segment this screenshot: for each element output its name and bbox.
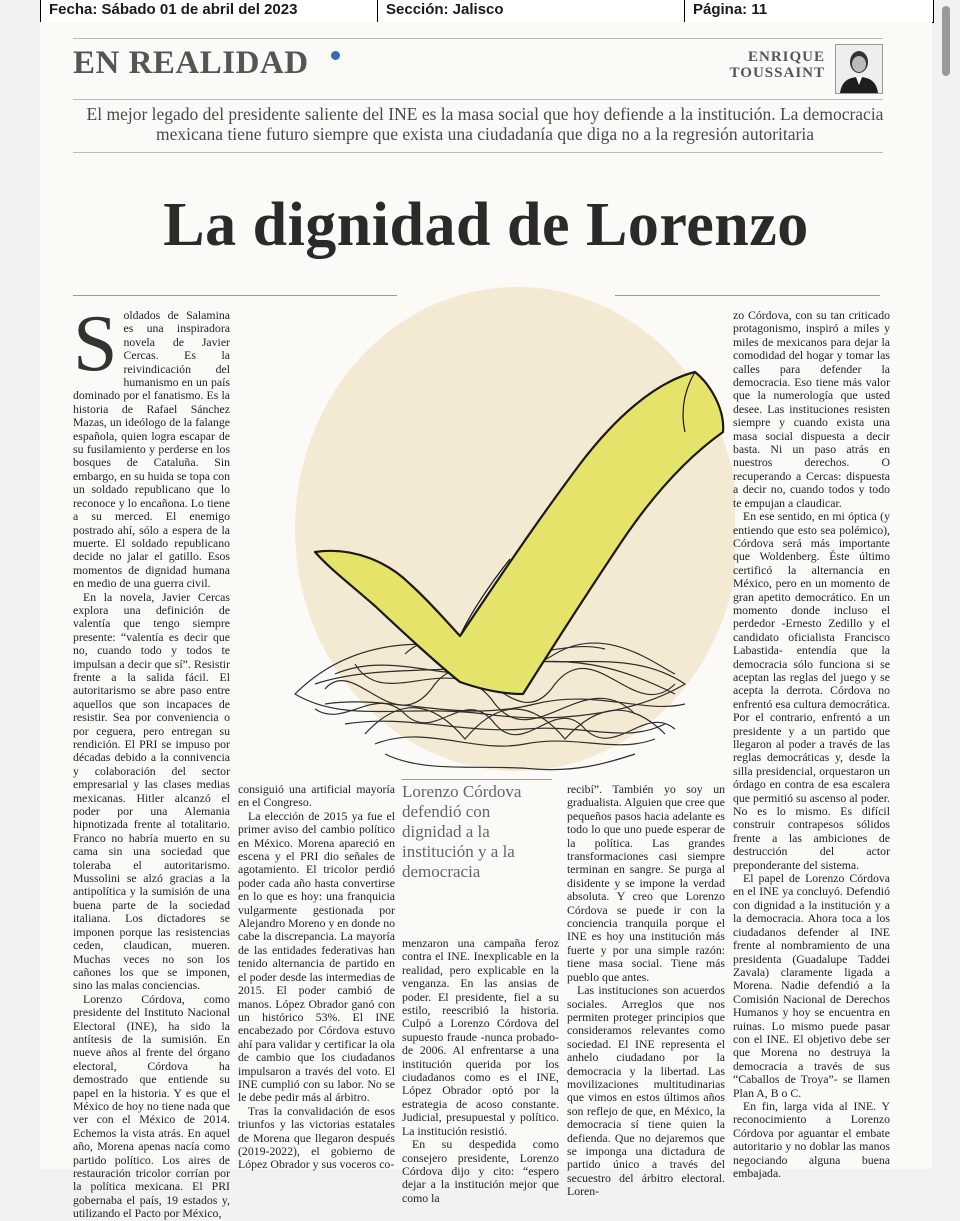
author-portrait-icon xyxy=(836,45,882,93)
pull-quote: Lorenzo Córdova defendió con dignidad a la institución y a la democracia xyxy=(402,782,522,881)
article-column-1 xyxy=(73,300,230,1221)
author-first-name: ENRIQUE xyxy=(747,49,825,65)
paragraph: En la novela, Javier Cercas explora una definición de valentía que tengo siempre presente: “valentía es decir que no, cuando todo y todos te impulsan a decir que sí”. Resistir frente a la salida fácil. El autoritarismo se abre paso entre aquellos que son incapaces de resistir. Sea por conveniencia o por ceguera, pero entregan su rendición. El PRI se impuso por décadas debido a la connivencia y colaboración del sector empresarial y las clases medias mexicanas. Hitler alcanzó el poder por una Alemania hipnotizada frente al totalitario. Franco no habría muerto en su cama sin una sociedad que toleraba el autoritarismo. Mussolini se alzó gracias a la antipolítica y la sumisión de una buena parte de la sociedad italiana. Los dictadores se imponen porque las resistencias ceden, claudican, mueren. Muchas veces no son los cañones los que se imponen, sino las malas conciencias. xyxy=(73,589,230,993)
paragraph: La elección de 2015 ya fue el primer aviso del cambio político en México. Morena apareció en escena y el PRI dio señales de agotamiento. El tricolor perdió poder cada año hasta convertirse en lo que es hoy: una franquicia vulgarmente gestionada por Alejandro Moreno y en donde no cabe la discrepancia. La mayoría de las entidades federativas han tenido alternancia de partido en el poder desde las intermedias de 2015. El poder cambió de manos. López Obrador ganó con un histórico 53%. El INE encabezado por Córdova estuvo ahí para validar y certificar la ola de cambio que los ciudadanos impulsaron a través del voto. El INE cumplió con su labor. No se le debe pedir más al árbitro. xyxy=(238,808,395,1105)
article-column-2 xyxy=(238,783,395,1172)
paragraph: consiguió una artificial mayoría en el Congreso. xyxy=(238,782,395,810)
deck-divider xyxy=(73,152,883,153)
author-name xyxy=(730,49,825,81)
page-number-label: Página: 11 xyxy=(693,1,768,18)
paragraph: En fin, larga vida al INE. Y reconocimiento a Lorenzo Córdova por aguantar el embate autoritario y no doblar las manos negociando alguna buena embajada. xyxy=(733,1098,890,1180)
article-deck: El mejor legado del presidente saliente del INE es la masa social que hoy defiende a la institución. La democracia mexicana tiene futuro siempre que exista una ciudadanía que diga no a la regresión autoritaria xyxy=(86,104,884,144)
paragraph: Tras la convalidación de esos triunfos y las victorias estatales de Morena que llegaron después (2019-2022), el gobierno de López Obrador y sus voceros co- xyxy=(238,1103,395,1172)
author-last-name: TOUSSAINT xyxy=(729,65,825,81)
paragraph: Las instituciones son acuerdos sociales. Arreglos que nos permiten proteger principios que consideramos relevantes como sociedad. El INE representa el anhelo ciudadano por la democracia y la libertad. Las movilizaciones multitudinarias que vimos en estos últimos años son reflejo de que, en México, la democracia sí tiene quien la defienda. Que no dejaremos que se imponga una dictadura de partido único a través del secuestro del árbitro electoral. Loren- xyxy=(567,983,725,1199)
article-column-4 xyxy=(567,783,725,1199)
paragraph: menzaron una campaña feroz contra el INE. Inexplicable en la realidad, pero explicable en la venganza. En las ansias de poder. El presidente, fiel a su estilo, reescribió la historia. Culpó a Lorenzo Córdova del supuesto fraude -nunca probado- de 2006. Al enfrentarse a una institución querida por los ciudadanos como es el INE, López Obrador optó por la estrategia de acoso constante. Judicial, presupuestal y político. La institución resistió. xyxy=(402,936,559,1138)
pull-quote-rule xyxy=(402,779,552,780)
scrollbar[interactable] xyxy=(942,6,950,76)
accent-dot xyxy=(331,51,340,60)
date-label: Fecha: Sábado 01 de abril del 2023 xyxy=(41,0,378,22)
section-label: Sección: Jalisco xyxy=(378,0,685,22)
paragraph: En su despedida como consejero presidente, Lorenzo Córdova dijo y cito: “espero dejar a la institución mejor que como la xyxy=(402,1137,559,1205)
paragraph: El papel de Lorenzo Córdova en el INE ya concluyó. Defendió con dignidad a la institución y a la democracia. Ahora toca a los ciudadanos defender al INE frente al nombramiento de una presidenta (Guadalupe Taddei Zavala) claramente ligada a Morena. Nadie defendió a la Comisión Nacional de Derechos Humanos y hoy se encuentra en ruinas. Lo mismo puede pasar con el INE. El objetivo debe ser que Morena no destruya la democracia a través de sus “Caballos de Troya”- se llamen Plan A, B o C. xyxy=(733,871,890,1100)
article-headline: La dignidad de Lorenzo xyxy=(163,191,809,259)
paragraph: En ese sentido, en mi óptica (y entiendo que esto sea polémico), Córdova será más importante que Woldenberg. Éste último certificó la alternancia en México, pero en un momento de gran apetito democrático. En un momento donde incluso el perdedor -Ernesto Zedillo y el candidato oficialista Francisco Labastida- entendía que la democracia sólo funciona si se aceptan las reglas del juego y se acepta la derrota. Córdova no enfrentó esa cultura democrática. Por el contrario, enfrentó a un presidente y a un partido que llegaron al poder a través de las reglas democráticas y, desde la silla presidencial, orquestaron un órdago en contra de esa escalera que permitió su ascenso al poder. No es lo mismo. Es difícil construir contrapesos sólidos frente a las ambiciones de destrucción del actor preponderante del sistema. xyxy=(733,509,890,872)
paragraph: recibí”. También yo soy un gradualista. Alguien que cree que pequeños pasos hacia adelante es todo lo que uno puede esperar de la política. Las grandes transformaciones casi siempre terminan en sangre. Se purga al disidente y se impone la verdad absoluta. Y creo que Lorenzo Córdova se puede ir con la conciencia tranquila porque el INE es hoy una institución más fuerte y por una simple razón: tiene masa social. Tiene más pueblo que antes. xyxy=(567,782,725,984)
author-avatar xyxy=(835,44,883,94)
drop-cap: S xyxy=(73,300,118,388)
article-column-5 xyxy=(733,309,890,1180)
paragraph: zo Córdova, con su tan criticado protagonismo, inspiró a miles y miles de mexicanos para dejar la comodidad del hogar y tomar las calles para defender la democracia. Eso tiene más valor que la numerología que usted desee. Las instituciones resisten siempre y cuando exista una masa social dispuesta a decir basta. Ni un paso atrás en nuestros derechos. O recuperando a Cercas: dispuesta a decir no, cuando todos y todo te empujan a claudicar. xyxy=(733,308,890,510)
checkmark-illustration xyxy=(255,284,735,804)
column-banner xyxy=(73,38,883,100)
column-kicker: EN REALIDAD xyxy=(73,45,309,81)
paragraph: oldados de Salamina es una inspiradora novela de Javier Cercas. Es la reivindicación del humanismo en un país dominado por el fanatismo. Es la historia de Rafael Sánchez Mazas, un ideólogo de la falange española, quien logra escapar de su fusilamiento y perderse en los bosques de Cataluña. Sin embargo, en su huida se topa con un soldado republicano que lo reconoce y lo encañona. Lo tiene a su merced. El enemigo postrado ahí, sólo a espera de la muerte. El soldado republicano decide no jalar el gatillo. Esos momentos de dignidad humana en medio de una guerra civil. xyxy=(73,308,230,591)
article-column-3 xyxy=(402,937,559,1205)
clipping-header xyxy=(40,0,934,23)
paragraph: Lorenzo Córdova, como presidente del Instituto Nacional Electoral (INE), ha sido la antítesis de la sumisión. En nueve años al frente del órgano electoral, Córdova ha demostrado que entiende su papel en la historia. Y es que el México de hoy no tiene nada que ver con el México de 2014. Echemos la vista atrás. En aquel año, Morena apenas nacía como partido político. Los aires de restauración tricolor corrían por la política mexicana. El PRI gobernaba el país, 19 estados y, utilizando el Pacto por México, xyxy=(73,991,230,1221)
newspaper-page xyxy=(40,22,932,1221)
